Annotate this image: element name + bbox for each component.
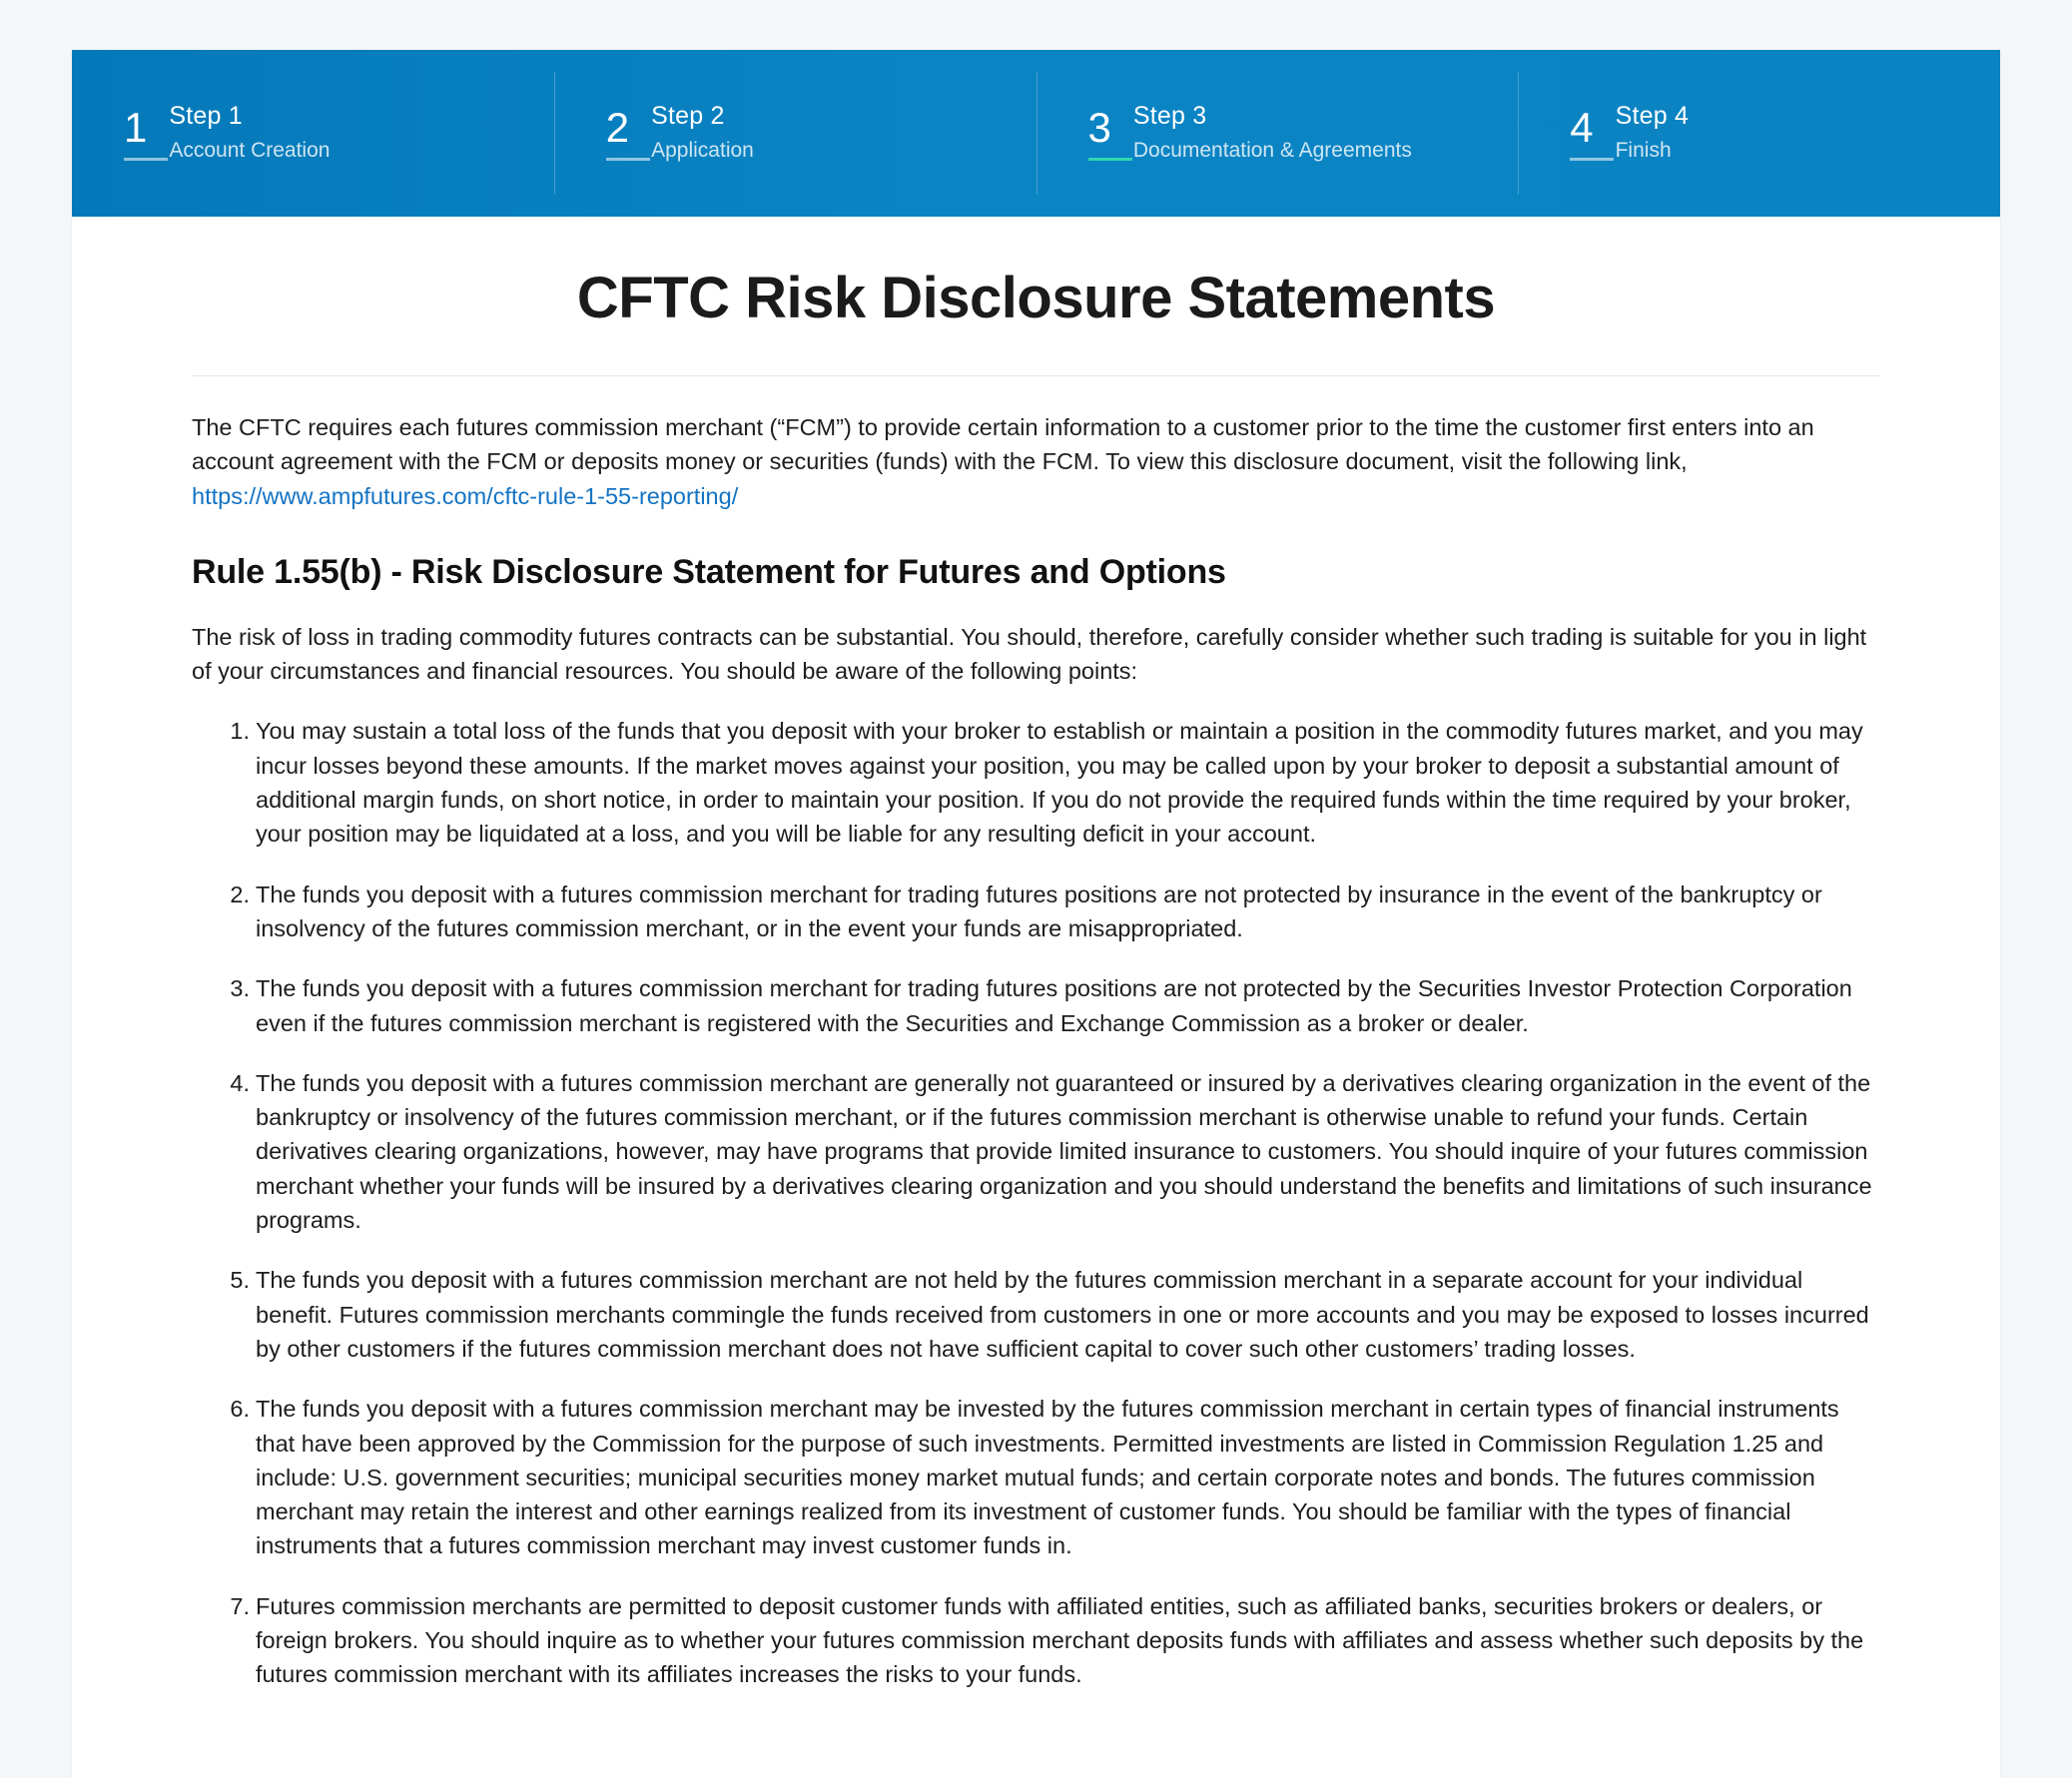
list-item: The funds you deposit with a futures commission merchant are generally not guaranteed or insured by a derivatives clearing organization in the event of the bankruptcy or insolvency of the futures commission merchant, or if the futures commission merchant is otherwise unable to refund your funds. Certain derivatives clearing organizations, however, may have programs that provide limited insurance to customers. You should inquire of your futures commission merchant whether your funds will be insured by a derivatives clearing organization and you should understand the benefits and limitations of such insurance programs. bbox=[256, 1069, 1872, 1234]
step-4-title: Step 4 bbox=[1615, 102, 1690, 131]
step-1-title: Step 1 bbox=[169, 102, 243, 131]
step-4-number: 4 bbox=[1570, 103, 1594, 151]
list-item: Futures commission merchants are permitted to deposit customer funds with affiliated entities, such as affiliated banks, securities brokers or dealers, or foreign brokers. You should inquire as to whether your futures commission merchant deposits funds with affiliates and assess whether such deposits by the futures commission merchant with its affiliates increases the risks to your funds. bbox=[256, 1592, 1864, 1688]
list-item: The funds you deposit with a futures commission merchant for trading futures positions are not protected by insurance in the event of the bankruptcy or insolvency of the futures commission merchant, or in the event your funds are misappropriated. bbox=[256, 881, 1822, 941]
title-divider bbox=[192, 375, 1880, 376]
step-1-number: 1 bbox=[124, 103, 148, 151]
progress-stepper bbox=[72, 50, 2000, 217]
step-2-number: 2 bbox=[605, 103, 630, 151]
step-4-subtitle: Finish bbox=[1615, 139, 1672, 163]
list-item: You may sustain a total loss of the funds that you deposit with your broker to establish or maintain a position in the commodity futures market, and you may incur losses beyond these amounts. If the market moves against your position, you may be called upon by your broker to deposit a substantial amount of additional margin funds, on short notice, in order to maintain your position. If you do not provide the required funds within the time required by your broker, your position may be liquidated at a loss, and you will be liable for any resulting deficit in your account. bbox=[256, 718, 1863, 848]
step-3-underline-active bbox=[1088, 158, 1132, 161]
step-3-title: Step 3 bbox=[1132, 102, 1207, 131]
step-2-subtitle: Application bbox=[651, 139, 754, 163]
intro-text: The CFTC requires each futures commission merchant (“FCM”) to provide certain information to a customer prior to the time the customer first enters into an account agreement with the FCM or deposits money or securities (funds) with the FCM. To view this disclosure document, visit the following link, bbox=[192, 414, 1814, 475]
step-3-number: 3 bbox=[1087, 103, 1111, 151]
step-2-application[interactable] bbox=[554, 50, 1036, 217]
intro-paragraph bbox=[192, 410, 1880, 513]
rule-heading: Rule 1.55(b) - Risk Disclosure Statement for Futures and Options bbox=[192, 552, 1226, 591]
rule-intro-paragraph: The risk of loss in trading commodity futures contracts can be substantial. You should, therefore, carefully consider whether such trading is suitable for you in light of your circumstances and financial resources. You should be aware of the following points: bbox=[192, 623, 1867, 685]
step-1-account-creation[interactable] bbox=[72, 50, 554, 217]
application-card bbox=[72, 50, 2000, 1778]
list-item: The funds you deposit with a futures commission merchant are not held by the futures commission merchant in a separate account for your individual benefit. Futures commission merchants commingle the funds received from customers in one or more accounts and you may be exposed to losses incurred by other customers if the futures commission merchant does not have sufficient capital to cover such other customers’ trading losses. bbox=[256, 1267, 1869, 1362]
step-3-documentation-agreements[interactable] bbox=[1036, 50, 1519, 217]
step-3-subtitle: Documentation & Agreements bbox=[1132, 139, 1412, 163]
list-item: The funds you deposit with a futures commission merchant may be invested by the futures commission merchant in certain types of financial instruments that have been approved by the Commission for the purpose of such investments. Permitted investments are listed in Commission Regulation 1.25 and include: U.S. government securities; municipal securities money market mutual funds; and certain corporate notes and bonds. The futures commission merchant may retain the interest and other earnings realized from its investment of customer funds. You should be familiar with the types of financial instruments that a futures commission merchant may invest customer funds in. bbox=[256, 1396, 1839, 1559]
step-2-underline bbox=[606, 158, 650, 161]
list-item: The funds you deposit with a futures commission merchant for trading futures positions are not protected by the Securities Investor Protection Corporation even if the futures commission merchant is registered with the Securities and Exchange Commission as a broker or dealer. bbox=[256, 975, 1852, 1036]
step-4-underline bbox=[1570, 158, 1614, 161]
step-2-title: Step 2 bbox=[651, 102, 725, 131]
document-content bbox=[72, 265, 2000, 1778]
step-1-subtitle: Account Creation bbox=[169, 139, 331, 163]
cftc-reporting-link[interactable]: https://www.ampfutures.com/cftc-rule-1-55-reporting/ bbox=[192, 482, 739, 509]
step-4-finish[interactable] bbox=[1518, 50, 2000, 217]
page-title: CFTC Risk Disclosure Statements bbox=[576, 266, 1496, 330]
step-1-underline bbox=[124, 158, 168, 161]
risk-points-list bbox=[192, 714, 1880, 1691]
